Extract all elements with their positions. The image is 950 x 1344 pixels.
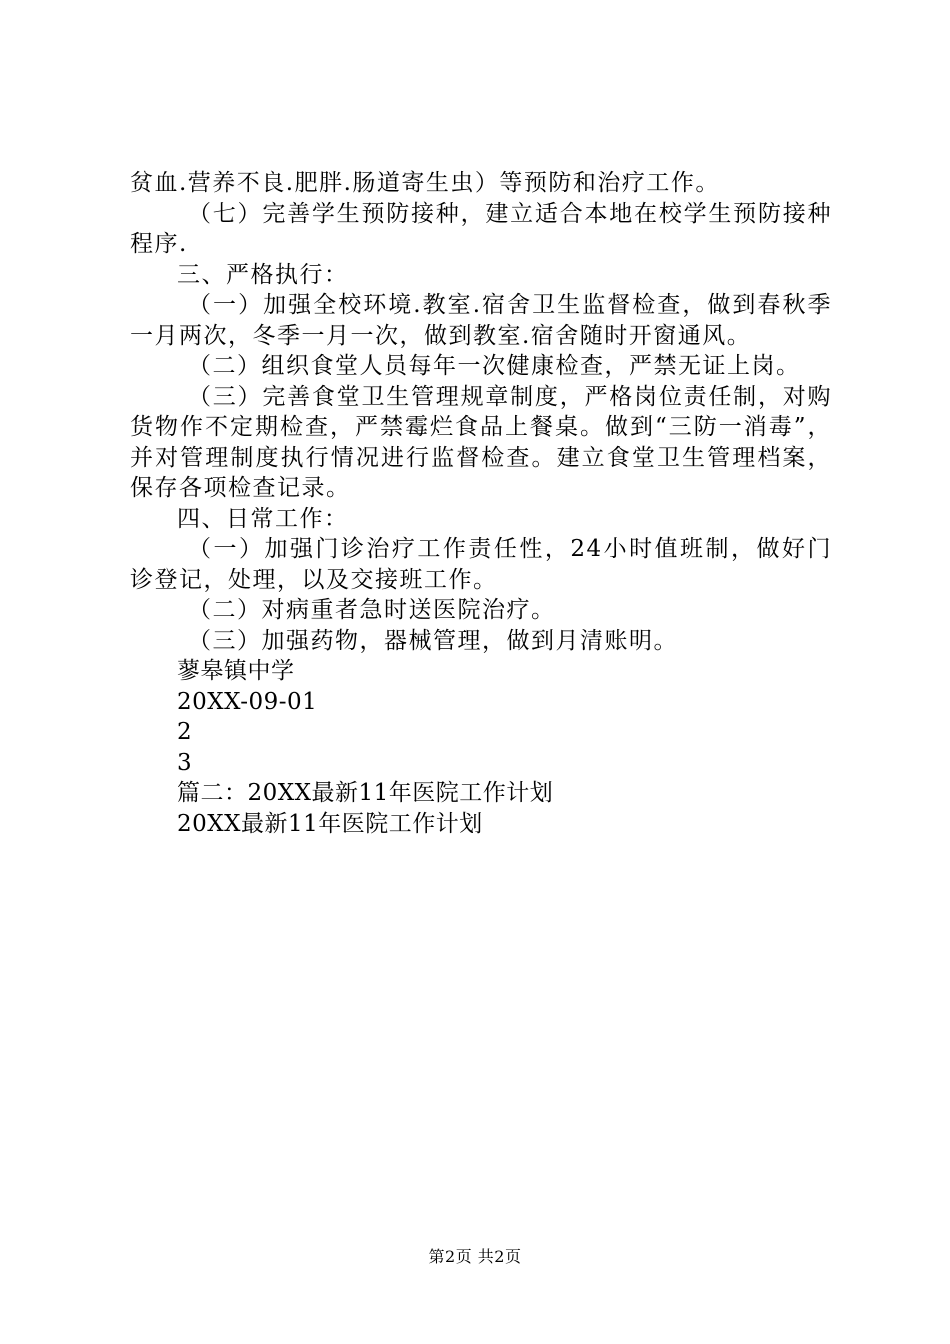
paragraph-item-7: （七）完善学生预防接种，建立适合本地在校学生预防接种程序. xyxy=(130,200,832,257)
stray-number-3: 3 xyxy=(177,749,193,776)
paragraph-strict-item-3: （三）完善食堂卫生管理规章制度，严格岗位责任制，对购货物作不定期检查，严禁霉烂食品上餐桌。做到“三防一消毒”，并对管理制度执行情况进行监督检查。建立食堂卫生管理档案，保存各项检查记录。 xyxy=(130,383,832,501)
paragraph-continuation: 贫血.营养不良.肥胖.肠道寄生虫）等预防和治疗工作。 xyxy=(130,170,720,196)
section-heading-daily-work: 四、日常工作： xyxy=(177,505,349,532)
paragraph-strict-item-2: （二）组织食堂人员每年一次健康检查，严禁无证上岗。 xyxy=(188,353,801,379)
section-title-part-two: 20XX最新11年医院工作计划 xyxy=(177,810,483,837)
page-footer: 第2页 共2页 xyxy=(428,1247,522,1266)
document-body xyxy=(130,168,832,839)
paragraph-daily-item-3: （三）加强药物，器械管理，做到月清账明。 xyxy=(188,627,678,654)
section-heading-part-two: 篇二：20XX最新11年医院工作计划 xyxy=(177,780,554,806)
signature-organization: 蓼皋镇中学 xyxy=(177,658,295,684)
paragraph-daily-item-2: （二）对病重者急时送医院治疗。 xyxy=(188,597,556,623)
signature-date: 20XX-09-01 xyxy=(177,688,318,715)
paragraph-strict-item-1: （一）加强全校环境.教室.宿舍卫生监督检查，做到春秋季一月两次，冬季一月一次，做到教室.宿舍随时开窗通风。 xyxy=(130,292,832,349)
stray-number-2: 2 xyxy=(177,719,193,745)
section-heading-strict-execution: 三、严格执行： xyxy=(177,261,349,288)
paragraph-daily-item-1: （一）加强门诊治疗工作责任性，24小时值班制，做好门诊登记，处理，以及交接班工作。 xyxy=(130,536,832,593)
